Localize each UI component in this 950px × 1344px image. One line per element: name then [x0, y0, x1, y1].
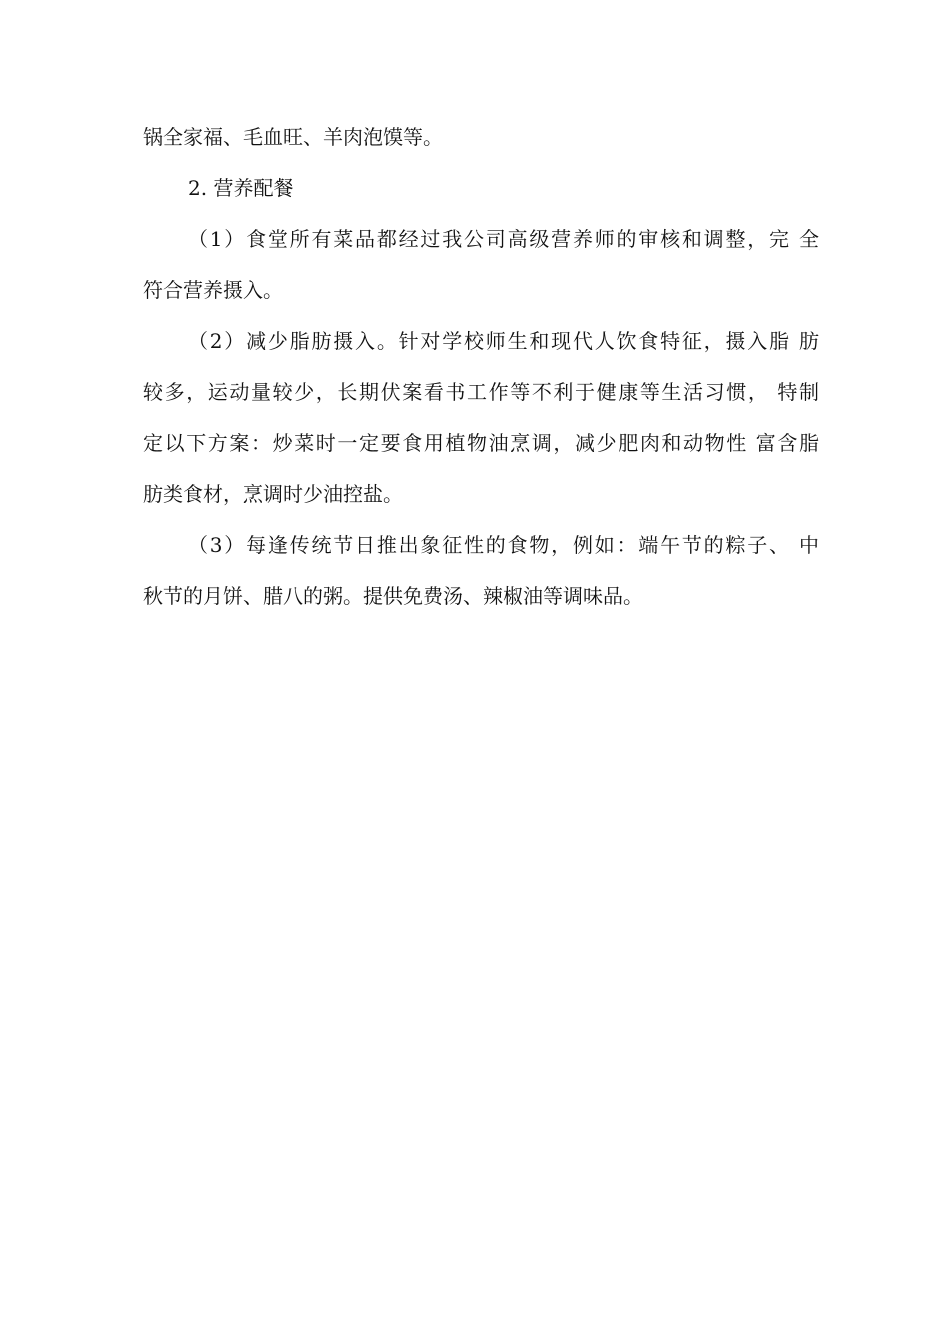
item-2-line-2: 较多，运动量较少，长期伏案看书工作等不利于健康等生活习惯， 特制 [143, 380, 819, 404]
item-1-line-1: （1）食堂所有菜品都经过我公司高级营养师的审核和调整，完 全 [188, 227, 819, 251]
continuation-line: 锅全家福、毛血旺、羊肉泡馍等。 [143, 125, 443, 149]
item-2-line-3: 定以下方案：炒菜时一定要食用植物油烹调，减少肥肉和动物性 富含脂 [143, 431, 819, 455]
item-3-line-2: 秋节的月饼、腊八的粥。提供免费汤、辣椒油等调味品。 [143, 584, 643, 608]
section-heading: 2. 营养配餐 [188, 176, 294, 200]
item-2-line-4: 肪类食材，烹调时少油控盐。 [143, 482, 403, 506]
item-2-line-1: （2）减少脂肪摄入。针对学校师生和现代人饮食特征，摄入脂 肪 [188, 329, 819, 353]
item-1-line-2: 符合营养摄入。 [143, 278, 283, 302]
document-body [143, 112, 819, 622]
item-3-line-1: （3）每逢传统节日推出象征性的食物，例如：端午节的粽子、 中 [188, 533, 819, 557]
